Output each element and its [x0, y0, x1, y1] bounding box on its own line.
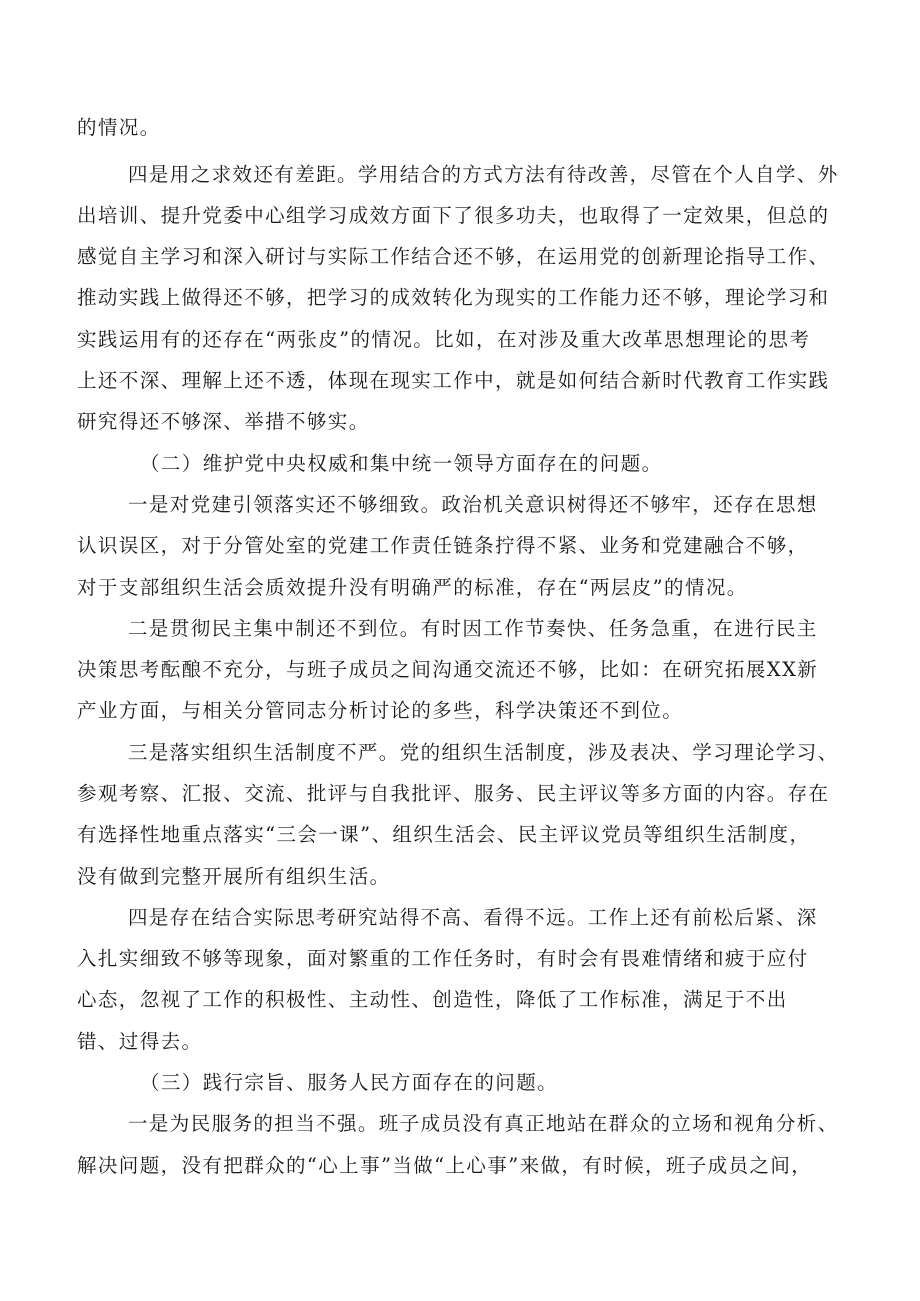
text-line: 参观考察、汇报、交流、批评与自我批评、服务、民主评议等多方面的内容。存在: [77, 782, 830, 805]
text-line: 感觉自主学习和深入研讨与实际工作结合还不够，在运用党的创新理论指导工作、: [77, 245, 830, 268]
section-heading: （三）践行宗旨、服务人民方面存在的问题。: [140, 1071, 559, 1094]
text-line: 错、过得去。: [77, 1030, 203, 1053]
text-line: 没有做到完整开展所有组织生活。: [77, 865, 391, 888]
text-line: 产业方面，与相关分管同志分析讨论的多些，科学决策还不到位。: [77, 699, 684, 722]
text-line: 认识误区，对于分管处室的党建工作责任链条拧得不紧、业务和党建融合不够，: [77, 534, 809, 557]
text-line: 入扎实细致不够等现象，面对繁重的工作任务时，有时会有畏难情绪和疲于应付: [77, 947, 809, 970]
text-line: 上还不深、理解上还不透，体现在现实工作中，就是如何结合新时代教育工作实践: [77, 369, 830, 392]
text-line: 出培训、提升党委中心组学习成效方面下了很多功夫，也取得了一定效果，但总的: [77, 204, 830, 227]
section-heading: （二）维护党中央权威和集中统一领导方面存在的问题。: [140, 452, 663, 475]
text-line: 三是落实组织生活制度不严。党的组织生活制度，涉及表决、学习理论学习、: [128, 741, 839, 764]
text-line: 的情况。: [77, 116, 161, 139]
text-line: 实践运用有的还存在“两张皮”的情况。比如，在对涉及重大改革思想理论的思考: [77, 328, 811, 351]
text-line: 对于支部组织生活会质效提升没有明确严的标准，存在“两层皮”的情况。: [77, 576, 748, 599]
text-line: 一是对党建引领落实还不够细致。政治机关意识树得还不够牢，还存在思想: [128, 493, 818, 516]
text-line: 研究得还不够深、举措不够实。: [77, 410, 370, 433]
text-line: 四是存在结合实际思考研究站得不高、看得不远。工作上还有前松后紧、深: [128, 906, 818, 929]
text-line: 心态，忽视了工作的积极性、主动性、创造性，降低了工作标准，满足于不出: [77, 988, 788, 1011]
text-line: 解决问题，没有把群众的“心上事”当做“上心事”来做，有时候，班子成员之间，: [77, 1154, 813, 1177]
text-line: 有选择性地重点落实“三会一课”、组织生活会、民主评议党员等组织生活制度，: [77, 823, 811, 846]
text-line: 一是为民服务的担当不强。班子成员没有真正地站在群众的立场和视角分析、: [128, 1112, 839, 1135]
text-line: 二是贯彻民主集中制还不到位。有时因工作节奏快、任务急重，在进行民主: [128, 617, 818, 640]
text-line: 推动实践上做得还不够，把学习的成效转化为现实的工作能力还不够，理论学习和: [77, 286, 830, 309]
text-line: 决策思考酝酿不充分，与班子成员之间沟通交流还不够，比如：在研究拓展XX新: [77, 658, 819, 681]
text-line: 四是用之求效还有差距。学用结合的方式方法有待改善，尽管在个人自学、外: [128, 163, 839, 186]
